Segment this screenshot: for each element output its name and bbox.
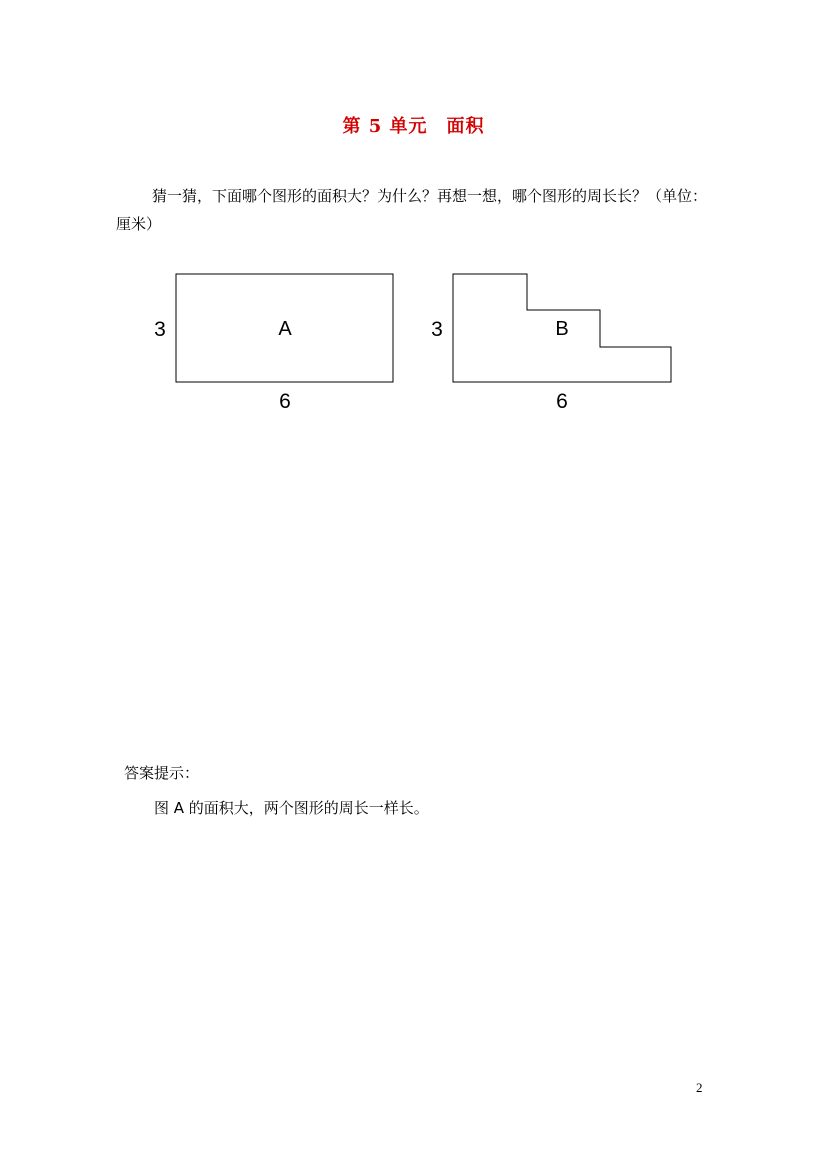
answer-body: 图 A 的面积大，两个图形的周长一样长。: [154, 799, 429, 817]
figure-b-width-label: 6: [556, 390, 568, 413]
figure-a-width-label: 6: [279, 390, 291, 413]
figure-b-height-label: 3: [431, 318, 443, 341]
figures-area: [140, 260, 700, 424]
figure-a-label: A: [278, 318, 292, 340]
answer-heading: 答案提示：: [124, 764, 200, 782]
question-text: 猜一猜，下面哪个图形的面积大？为什么？再想一想，哪个图形的周长长？（单位：厘米）: [116, 187, 708, 233]
figure-a-height-label: 3: [154, 318, 166, 341]
figure-b-label: B: [555, 318, 569, 340]
page-number: 2: [696, 1080, 703, 1095]
figures-svg: [140, 260, 700, 420]
page-title: 第 5 单元 面积: [342, 116, 485, 137]
